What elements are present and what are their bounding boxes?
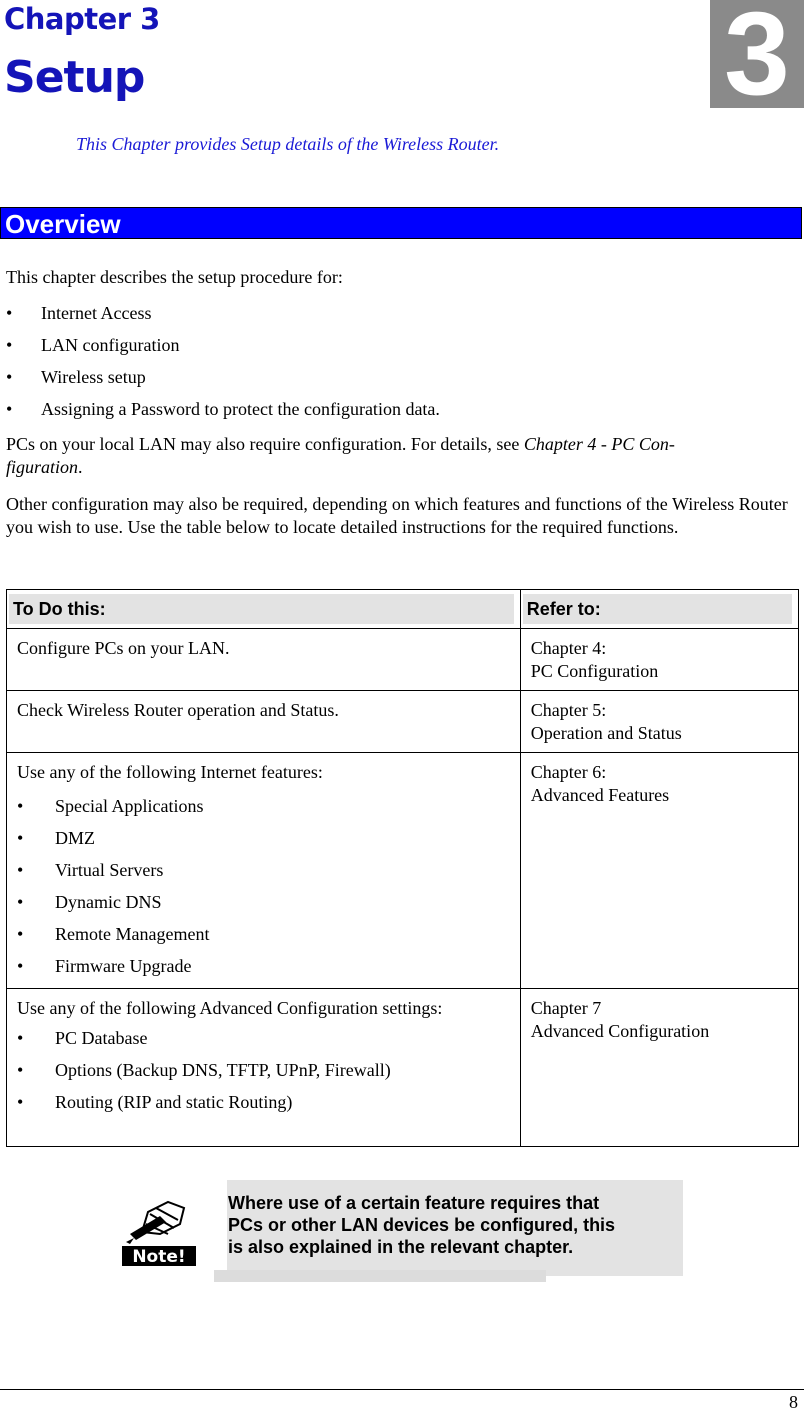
table-row xyxy=(7,753,799,989)
chapter-intro: This Chapter provides Setup details of the Wireless Router. xyxy=(76,134,500,154)
reference-chapter: Chapter 7 xyxy=(530,998,602,1018)
list-item: • Assigning a Password to protect the configuration data. xyxy=(6,393,440,425)
list-item: • PC Database xyxy=(17,1022,514,1054)
feature-list xyxy=(17,790,514,982)
table-row xyxy=(7,691,799,753)
column-header-todo xyxy=(7,590,521,629)
chapter-number-badge: 3 xyxy=(710,0,804,108)
reference-chapter: Chapter 5: xyxy=(530,700,607,720)
list-item: • Internet Access xyxy=(6,297,440,329)
page-title: Setup xyxy=(4,52,145,103)
paragraph-text: PCs on your local LAN may also require configuration. For details, see xyxy=(6,434,524,454)
column-header-label: To Do this: xyxy=(9,594,514,624)
reference-title: Operation and Status xyxy=(530,723,682,743)
task-text: Use any of the following Internet features: xyxy=(17,762,323,782)
list-item: • DMZ xyxy=(17,822,514,854)
reference-title: Advanced Configuration xyxy=(530,1021,710,1041)
overview-paragraph-other-config: Other configuration may also be required, depending on which features and functions of the Wireless Router you wish to use. Use the table below to locate detailed instructions for the required functions. xyxy=(6,494,788,537)
table-header-row xyxy=(7,590,799,629)
footer-divider xyxy=(0,1389,804,1390)
overview-paragraph-pc-config xyxy=(6,433,798,479)
task-cell: Configure PCs on your LAN. xyxy=(7,629,521,691)
column-header-refer xyxy=(520,590,798,629)
note-line: is also explained in the relevant chapter. xyxy=(228,1237,574,1257)
overview-bullet-list xyxy=(6,297,440,425)
reference-cell xyxy=(520,753,798,989)
feature-list xyxy=(17,1022,514,1118)
list-item: • Firmware Upgrade xyxy=(17,950,514,982)
note-line: PCs or other LAN devices be configured, this xyxy=(228,1215,616,1235)
note-icon-label: Note! xyxy=(132,1247,186,1267)
chapter-reference: Chapter 4 - PC Con- xyxy=(523,434,675,454)
task-text: Use any of the following Advanced Configuration settings: xyxy=(17,998,443,1018)
note-pencil-icon xyxy=(120,1194,198,1270)
list-item: • Virtual Servers xyxy=(17,854,514,886)
list-item: • Dynamic DNS xyxy=(17,886,514,918)
overview-lead: This chapter describes the setup procedure for: xyxy=(6,267,343,287)
page-number: 8 xyxy=(789,1392,798,1412)
note-box-shadow xyxy=(214,1270,546,1282)
list-item: • Routing (RIP and static Routing) xyxy=(17,1086,514,1118)
reference-cell xyxy=(520,629,798,691)
reference-title: PC Configuration xyxy=(530,661,659,681)
task-cell xyxy=(7,989,521,1147)
list-item: • Wireless setup xyxy=(6,361,440,393)
reference-cell xyxy=(520,989,798,1147)
section-heading-overview: Overview xyxy=(0,207,802,239)
table-row xyxy=(7,989,799,1147)
note-line: Where use of a certain feature requires that xyxy=(228,1193,600,1213)
paragraph-suffix: . xyxy=(78,457,83,477)
table-row xyxy=(7,629,799,691)
chapter-label: Chapter 3 xyxy=(4,2,160,36)
task-cell: Check Wireless Router operation and Status. xyxy=(7,691,521,753)
reference-chapter: Chapter 6: xyxy=(530,762,607,782)
column-header-label: Refer to: xyxy=(523,594,792,624)
reference-table xyxy=(6,589,799,1147)
note-text xyxy=(228,1192,683,1258)
reference-chapter: Chapter 4: xyxy=(530,638,607,658)
list-item: • Special Applications xyxy=(17,790,514,822)
chapter-reference-cont: figuration xyxy=(6,457,79,477)
reference-cell xyxy=(520,691,798,753)
task-cell xyxy=(7,753,521,989)
reference-title: Advanced Features xyxy=(530,785,670,805)
list-item: • LAN configuration xyxy=(6,329,440,361)
list-item: • Options (Backup DNS, TFTP, UPnP, Firewall) xyxy=(17,1054,514,1086)
list-item: • Remote Management xyxy=(17,918,514,950)
